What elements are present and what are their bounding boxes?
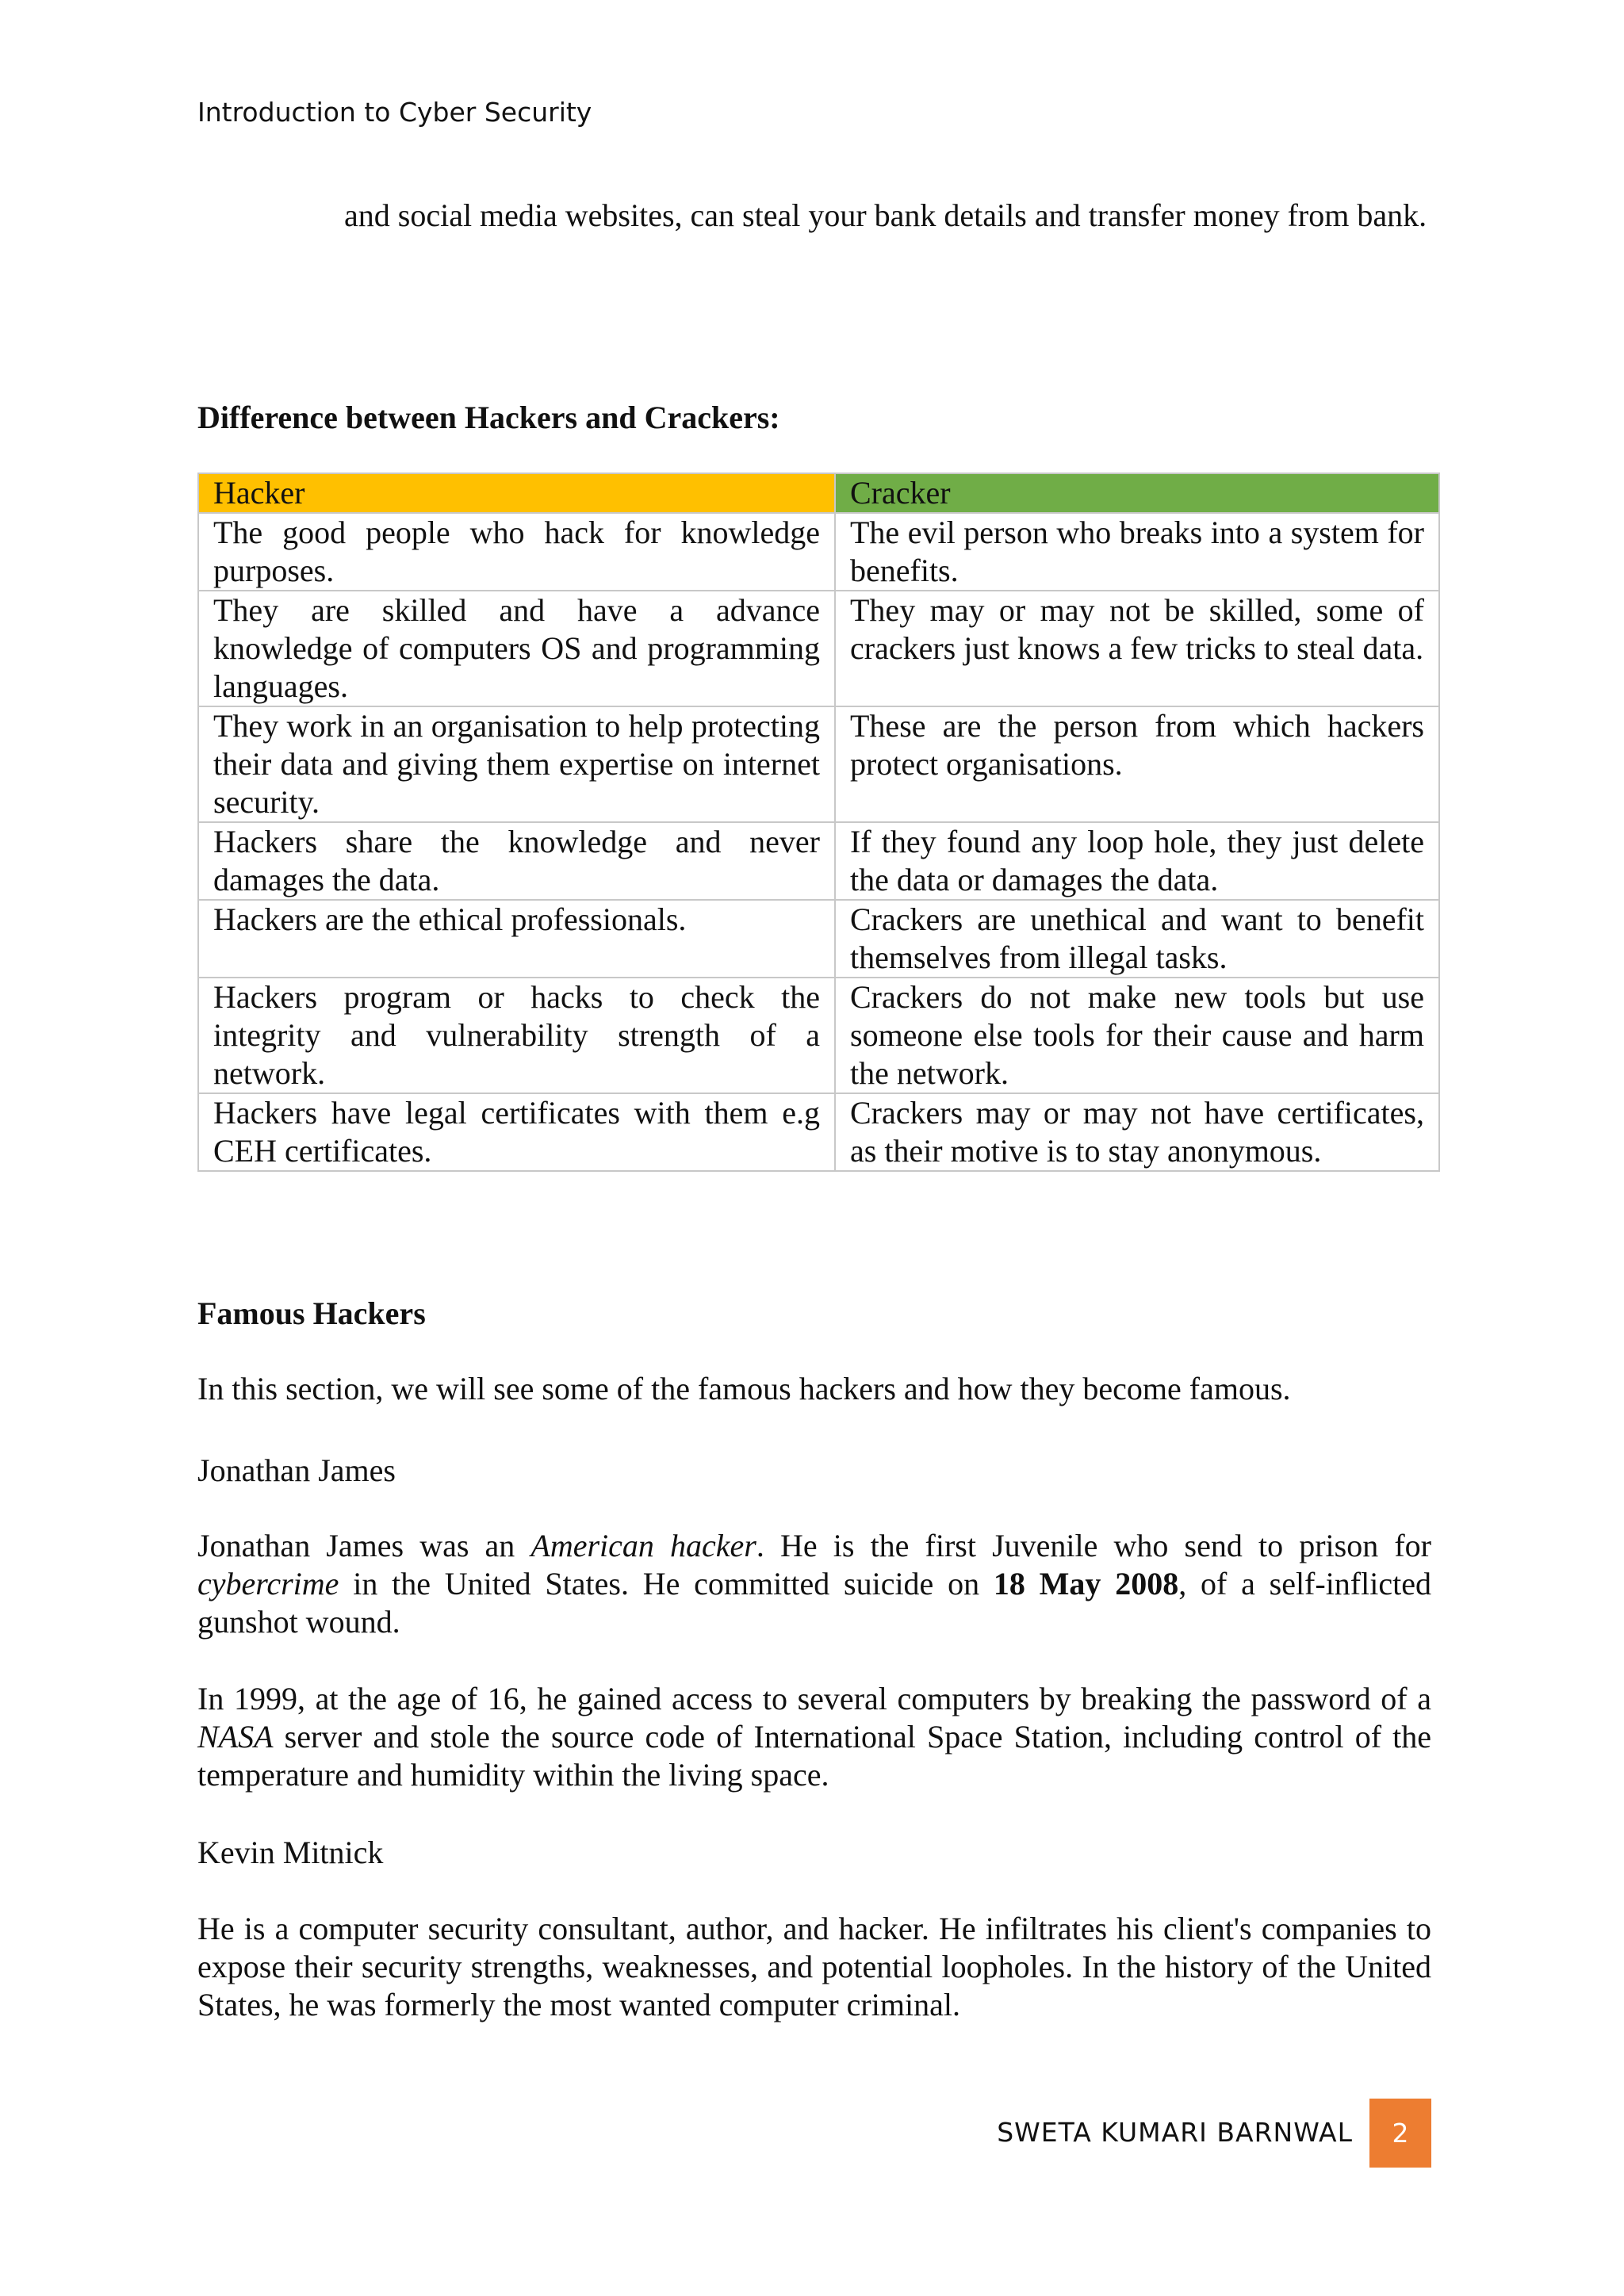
jonathan-james-name: Jonathan James xyxy=(197,1452,396,1488)
cracker-cell: The evil person who breaks into a system for benefits. xyxy=(835,513,1439,591)
cracker-cell: Crackers are unethical and want to benefit themselves from illegal tasks. xyxy=(835,900,1439,978)
table-row xyxy=(198,1093,1439,1171)
continuation-paragraph: and social media websites, can steal your bank details and transfer money from bank. xyxy=(344,197,1427,233)
hacker-cell: Hackers program or hacks to check the integrity and vulnerability strength of a network. xyxy=(198,978,835,1093)
cracker-cell: Crackers do not make new tools but use someone else tools for their cause and harm the network. xyxy=(835,978,1439,1093)
hacker-cell: Hackers share the knowledge and never damages the data. xyxy=(198,822,835,900)
hacker-cell: They work in an organisation to help protecting their data and giving them expertise on internet security. xyxy=(198,706,835,822)
table-row xyxy=(198,591,1439,706)
text-run: In 1999, at the age of 16, he gained access to several computers by breaking the password of a xyxy=(197,1681,1431,1716)
famous-intro-paragraph: In this section, we will see some of the famous hackers and how they become famous. xyxy=(197,1371,1291,1406)
text-run: . He is the first Juvenile who send to prison for xyxy=(756,1528,1431,1563)
comparison-table xyxy=(197,473,1440,1172)
header-title: Introduction to Cyber Security xyxy=(197,97,592,128)
kevin-mitnick-paragraph: He is a computer security consultant, author, and hacker. He infiltrates his client's companies to expose their security strengths, weaknesses, and potential loopholes. In the history of the United States, he was formerly the most wanted computer criminal. xyxy=(197,1911,1431,2022)
table-header-row xyxy=(198,473,1439,513)
bold-date: 18 May 2008 xyxy=(993,1566,1179,1601)
emphasis-american-hacker: American hacker xyxy=(530,1528,756,1563)
page-number-badge: 2 xyxy=(1369,2099,1431,2168)
table-row xyxy=(198,822,1439,900)
text-run: Jonathan James was an xyxy=(197,1528,531,1563)
table-row xyxy=(198,900,1439,978)
footer-author: SWETA KUMARI BARNWAL xyxy=(997,2117,1353,2148)
hacker-cell: They are skilled and have a advance knowledge of computers OS and programming languages. xyxy=(198,591,835,706)
emphasis-nasa: NASA xyxy=(197,1719,274,1755)
famous-hackers-heading: Famous Hackers xyxy=(197,1295,426,1331)
table-row xyxy=(198,978,1439,1093)
table-row xyxy=(198,513,1439,591)
kevin-mitnick-name: Kevin Mitnick xyxy=(197,1835,384,1870)
column-header-hacker: Hacker xyxy=(198,473,835,513)
cracker-cell: These are the person from which hackers protect organisations. xyxy=(835,706,1439,822)
column-header-cracker: Cracker xyxy=(835,473,1439,513)
hacker-cell: Hackers are the ethical professionals. xyxy=(198,900,835,978)
cracker-cell: If they found any loop hole, they just delete the data or damages the data. xyxy=(835,822,1439,900)
cracker-cell: Crackers may or may not have certificates, as their motive is to stay anonymous. xyxy=(835,1093,1439,1171)
cracker-cell: They may or may not be skilled, some of crackers just knows a few tricks to steal data. xyxy=(835,591,1439,706)
difference-heading: Difference between Hackers and Crackers: xyxy=(197,400,780,435)
text-run: server and stole the source code of International Space Station, including control of the temperature and humidity within the living space. xyxy=(197,1719,1431,1793)
jonathan-james-paragraph-2 xyxy=(197,1680,1431,1794)
hacker-cell: Hackers have legal certificates with them e.g CEH certificates. xyxy=(198,1093,835,1171)
jonathan-james-paragraph-1 xyxy=(197,1527,1431,1641)
emphasis-cybercrime: cybercrime xyxy=(197,1566,339,1601)
text-run: , of a self-inflicted gunshot wound. xyxy=(197,1566,1431,1640)
text-run: in the United States. He committed suicide on xyxy=(339,1566,994,1601)
hacker-cell: The good people who hack for knowledge purposes. xyxy=(198,513,835,591)
table-row xyxy=(198,706,1439,822)
